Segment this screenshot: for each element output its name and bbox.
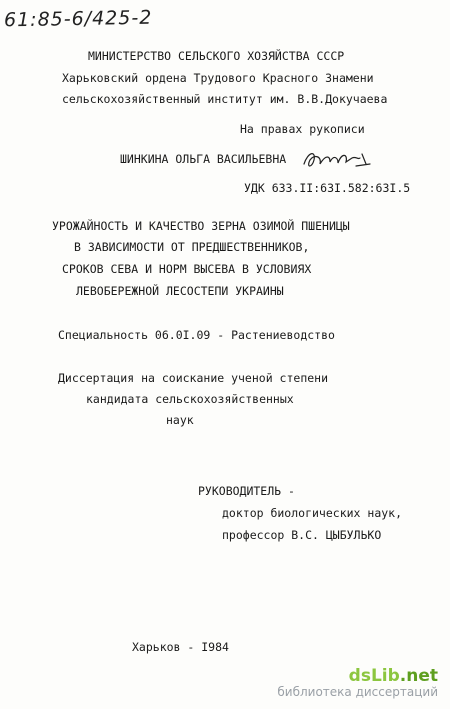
- supervisor-degree: доктор биологических наук,: [222, 506, 403, 520]
- author-name: ШИНКИНА ОЛЬГА ВАСИЛЬЕВНА: [120, 152, 287, 166]
- place-and-year: Харьков - I984: [132, 640, 229, 654]
- title-line-2: В ЗАВИСИМОСТИ ОТ ПРЕДШЕСТВЕННИКОВ,: [74, 240, 310, 254]
- dissertation-line-2: кандидата сельскохозяйственных: [86, 392, 294, 406]
- institute-line-2: сельскохозяйственный институт им. В.В.Докучаева: [62, 92, 388, 106]
- handwritten-catalog-number: 61:85-6/425-2: [3, 6, 153, 32]
- title-line-4: ЛЕВОБЕРЕЖНОЙ ЛЕСОСТЕПИ УКРАИНЫ: [76, 284, 284, 298]
- udk-code: УДК 633.II:63I.582:63I.5: [244, 181, 411, 195]
- watermark-subtitle: библиотека диссертаций: [277, 685, 438, 699]
- specialty-line: Специальность 06.0I.09 - Растениеводство: [58, 328, 335, 342]
- title-line-3: СРОКОВ СЕВА И НОРМ ВЫСЕВА В УСЛОВИЯХ: [62, 262, 312, 276]
- institute-line-1: Харьковский ордена Трудового Красного Знамени: [62, 71, 374, 85]
- supervisor-label: РУКОВОДИТЕЛЬ -: [198, 484, 295, 498]
- dissertation-line-1: Диссертация на соискание ученой степени: [58, 371, 329, 385]
- supervisor-name: профессор В.С. ЦЫБУЛЬКО: [222, 528, 382, 542]
- author-signature: [300, 146, 372, 174]
- title-line-1: УРОЖАЙНОСТЬ И КАЧЕСТВО ЗЕРНА ОЗИМОЙ ПШЕНИЦЫ: [52, 219, 350, 233]
- manuscript-rights-note: На правах рукописи: [240, 122, 365, 136]
- watermark-logo: dsLib.net: [348, 666, 438, 686]
- dslib-watermark: [277, 667, 438, 699]
- dissertation-line-3: наук: [166, 413, 194, 427]
- ministry-heading: МИНИСТЕРСТВО СЕЛЬСКОГО ХОЗЯЙСТВА СССР: [88, 49, 345, 63]
